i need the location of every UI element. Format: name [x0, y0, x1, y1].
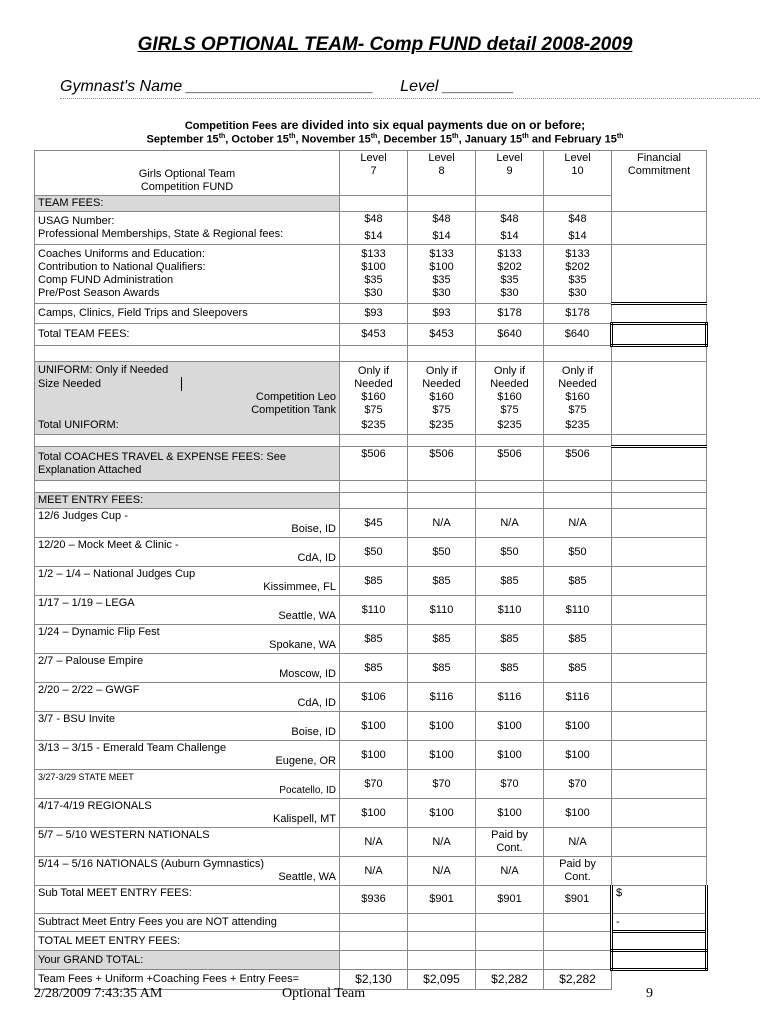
financial-cell[interactable] — [612, 245, 707, 304]
total-team-level-9: $640 — [476, 324, 544, 346]
subtract-fin-input[interactable]: - — [612, 914, 707, 932]
table-row: 1/2 – 1/4 – National Judges Cup Kissimmee, FL $85 $85 $85 $85 — [35, 567, 707, 596]
subtotal-fin-input[interactable]: $ — [612, 886, 707, 914]
grand-level-9: $2,282 — [476, 970, 544, 990]
comp-fund-table — [34, 150, 708, 990]
financial-cell[interactable] — [612, 596, 707, 625]
total-team-level-8: $453 — [408, 324, 476, 346]
page-footer — [0, 986, 770, 1006]
coaches-level-9: $133 $202 $35 $30 — [476, 245, 544, 304]
ordinal-suffix: th — [522, 133, 529, 140]
financial-cell[interactable] — [612, 538, 707, 567]
table-row — [35, 324, 707, 346]
coach-travel-level-9: $506 — [476, 447, 544, 481]
usag-prof-level-7: $48 $14 — [340, 212, 408, 245]
date-5: January 15 — [464, 133, 523, 146]
payment-note-text: are divided into six equal payments due on or before; — [277, 118, 586, 132]
ordinal-suffix: th — [370, 133, 378, 140]
table-row — [35, 886, 707, 914]
table-row — [35, 932, 707, 951]
coaches-level-7: $133 $100 $35 $30 — [340, 245, 408, 304]
usag-prof-level-9: $48 $14 — [476, 212, 544, 245]
subtract-label: Subtract Meet Entry Fees you are NOT attending — [35, 914, 340, 932]
header-left-line1: Girls Optional Team — [138, 168, 236, 180]
table-row: 12/6 Judges Cup - Boise, ID $45 N/A N/A N/A — [35, 509, 707, 538]
ordinal-suffix: th — [616, 133, 624, 140]
total-team-fees-label: Total TEAM FEES: — [35, 324, 340, 346]
financial-cell[interactable] — [612, 683, 707, 712]
table-row — [35, 447, 707, 481]
table-row — [35, 362, 707, 435]
grand-level-7: $2,130 — [340, 970, 408, 990]
spacer-row — [35, 346, 707, 362]
team-fees-section-row — [35, 196, 707, 212]
header-left — [35, 151, 340, 196]
date-1: September 15 — [146, 133, 219, 146]
meet-entry-section-row — [35, 493, 707, 509]
grand-total-label: Your GRAND TOTAL: — [35, 951, 340, 970]
table-row: 1/24 – Dynamic Flip Fest Spokane, WA $85 $85 $85 $85 — [35, 625, 707, 654]
payment-dates: September 15th, October 15th, November 15th, December 15th, January 15th and February 15th — [146, 133, 624, 146]
uniform-level-8: Only if Needed $160 $75 $235 — [408, 362, 476, 435]
financial-cell[interactable] — [612, 857, 707, 886]
financial-cell[interactable] — [612, 770, 707, 799]
coach-travel-level-7: $506 — [340, 447, 408, 481]
subtotal-level-8: $901 — [408, 886, 476, 914]
page-title: GIRLS OPTIONAL TEAM- Comp FUND detail 2008-2009 — [137, 34, 633, 55]
coaches-group-labels: Coaches Uniforms and Education: Contribution to National Qualifiers: Comp FUND Administration Pre/Post Season Awards — [35, 245, 340, 304]
financial-cell[interactable] — [612, 712, 707, 741]
ordinal-suffix: th — [218, 133, 226, 140]
table-row — [35, 914, 707, 932]
header-level-7: Level 7 — [340, 151, 408, 196]
table-row: 3/27-3/29 STATE MEET Pocatello, ID $70 $70 $70 $70 — [35, 770, 707, 799]
financial-cell[interactable] — [612, 447, 707, 481]
spacer-row — [35, 481, 707, 493]
table-row — [35, 212, 707, 245]
uniform-level-7: Only if Needed $160 $75 $235 — [340, 362, 408, 435]
usag-prof-level-8: $48 $14 — [408, 212, 476, 245]
table-row: 12/20 – Mock Meet & Clinic - CdA, ID $50 $50 $50 $50 — [35, 538, 707, 567]
financial-cell[interactable] — [612, 799, 707, 828]
total-team-fees-input[interactable] — [612, 324, 707, 346]
table-row: 1/17 – 1/19 – LEGA Seattle, WA $110 $110 $110 $110 — [35, 596, 707, 625]
header-left-line2: Competition FUND — [140, 181, 234, 193]
camps-label: Camps, Clinics, Field Trips and Sleepovers — [35, 304, 340, 324]
table-row: 3/7 - BSU Invite Boise, ID $100 $100 $100 $100 — [35, 712, 707, 741]
header-level-10: Level 10 — [544, 151, 612, 196]
table-row: 4/17-4/19 REGIONALS Kalispell, MT $100 $100 $100 $100 — [35, 799, 707, 828]
and-word: and — [531, 133, 552, 146]
table-row — [35, 245, 707, 304]
financial-cell[interactable] — [612, 304, 707, 324]
header-level-8: Level 8 — [408, 151, 476, 196]
camps-level-8: $93 — [408, 304, 476, 324]
size-tick-mark — [181, 377, 182, 391]
uniform-level-9: Only if Needed $160 $75 $235 — [476, 362, 544, 435]
subtotal-level-7: $936 — [340, 886, 408, 914]
competition-fees-label: Competition Fees — [184, 120, 278, 132]
usag-prof-level-10: $48 $14 — [544, 212, 612, 245]
camps-level-10: $178 — [544, 304, 612, 324]
table-row: 5/7 – 5/10 WESTERN NATIONALS N/A N/A Paid by Cont. N/A — [35, 828, 707, 857]
coaches-level-10: $133 $202 $35 $30 — [544, 245, 612, 304]
total-team-level-10: $640 — [544, 324, 612, 346]
financial-cell[interactable] — [612, 654, 707, 683]
total-team-level-7: $453 — [340, 324, 408, 346]
table-row: 5/14 – 5/16 NATIONALS (Auburn Gymnastics) Seattle, WA N/A N/A N/A Paid by Cont. — [35, 857, 707, 886]
team-fees-label: TEAM FEES: — [35, 196, 340, 212]
team-sum-label: Team Fees + Uniform +Coaching Fees + Entry Fees= — [35, 970, 340, 990]
financial-cell[interactable] — [612, 741, 707, 770]
uniform-labels: UNIFORM: Only if Needed Size Needed Competition Leo Competition Tank Total UNIFORM: — [35, 362, 340, 435]
camps-level-7: $93 — [340, 304, 408, 324]
table-row — [35, 951, 707, 970]
coach-travel-level-8: $506 — [408, 447, 476, 481]
financial-cell[interactable] — [612, 212, 707, 245]
payment-note — [0, 118, 770, 132]
gymnast-name-level-line: Gymnast's Name _____________________ Level ________ — [60, 78, 760, 99]
table-row: 2/7 – Palouse Empire Moscow, ID $85 $85 $85 $85 — [35, 654, 707, 683]
financial-cell[interactable] — [612, 509, 707, 538]
total-meet-fin-input[interactable] — [612, 932, 707, 951]
date-4: December 15 — [383, 133, 452, 146]
financial-cell[interactable] — [612, 828, 707, 857]
footer-date: 2/28/2009 7:43:35 AM — [34, 986, 163, 1001]
coach-travel-level-10: $506 — [544, 447, 612, 481]
grand-total-fin-input[interactable] — [612, 951, 707, 970]
financial-cell[interactable] — [612, 567, 707, 596]
table-row: 2/20 – 2/22 – GWGF CdA, ID $106 $116 $116 $116 — [35, 683, 707, 712]
total-meet-label: TOTAL MEET ENTRY FEES: — [35, 932, 340, 951]
grand-level-10: $2,282 — [544, 970, 612, 990]
ordinal-suffix: th — [288, 133, 296, 140]
table-row: 3/13 – 3/15 - Emerald Team Challenge Eugene, OR $100 $100 $100 $100 — [35, 741, 707, 770]
footer-doc-name: Optional Team — [282, 986, 366, 1001]
camps-level-9: $178 — [476, 304, 544, 324]
meet-entry-label: MEET ENTRY FEES: — [35, 493, 340, 509]
table-header-row — [35, 151, 707, 196]
ordinal-suffix: th — [451, 133, 459, 140]
financial-cell[interactable] — [612, 625, 707, 654]
date-2: October 15 — [231, 133, 289, 146]
subtotal-level-10: $901 — [544, 886, 612, 914]
spacer-row — [35, 435, 707, 447]
financial-cell[interactable] — [612, 362, 707, 435]
coach-travel-label: Total COACHES TRAVEL & EXPENSE FEES: See Explanation Attached — [35, 447, 340, 481]
header-financial-commitment: Financial Commitment — [612, 151, 707, 212]
usag-label: USAG Number: Professional Memberships, State & Regional fees: — [35, 212, 340, 245]
table-row — [35, 304, 707, 324]
header-level-9: Level 9 — [476, 151, 544, 196]
grand-level-8: $2,095 — [408, 970, 476, 990]
coaches-level-8: $133 $100 $35 $30 — [408, 245, 476, 304]
footer-page-number: 9 — [646, 986, 653, 1001]
subtotal-meet-label: Sub Total MEET ENTRY FEES: — [35, 886, 340, 914]
date-3: November 15 — [301, 133, 371, 146]
date-6: February 15 — [554, 133, 617, 146]
subtotal-level-9: $901 — [476, 886, 544, 914]
uniform-level-10: Only if Needed $160 $75 $235 — [544, 362, 612, 435]
